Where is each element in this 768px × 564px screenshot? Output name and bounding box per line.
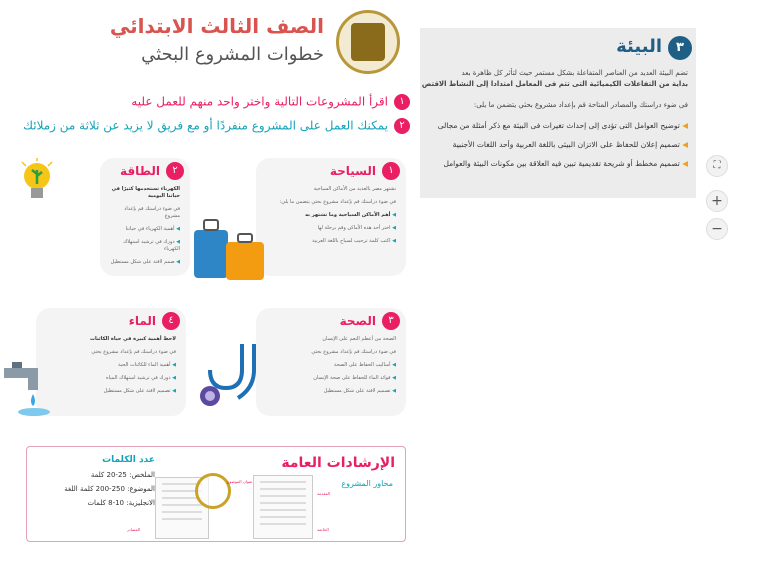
project-card-energy [100, 158, 190, 276]
card-number: ٤ [162, 312, 180, 330]
requirement-item: ◀ توضيح العوامل التى تؤدى إلى إحداث تغيرات فى البيئة مع ذكر أمثلة من مجالى [420, 121, 688, 130]
water-tap-icon [4, 360, 54, 416]
card-line: ◀ دورك في ترشيد استهلاك الكهرباء [110, 239, 180, 253]
lead-text: فى ضوء دراستك والمصادر المتاحة قم بإعداد مشروع بحثي يتضمن ما يلى: [473, 101, 688, 109]
card-title: السياحة [329, 164, 376, 178]
environment-panel [420, 28, 696, 198]
intro-line: بداية من التفاعلات الكيميائية التى تتم فى المعامل امتدادا إلى النشاط الاقتص [421, 80, 688, 88]
zoom-in-button[interactable]: + [706, 190, 728, 212]
paper-label: عنوان الموضوع [227, 479, 253, 484]
sample-paper-b [253, 475, 313, 539]
zoom-out-button[interactable]: − [706, 218, 728, 240]
project-card-tourism [256, 158, 406, 276]
card-line: في ضوء دراستك قم بإعداد مشروع بحثي يتضمن ما يلي: [279, 199, 396, 205]
card-line: في ضوء دراستك قم بإعداد مشروع بحثي [91, 349, 176, 355]
luggage-icon [190, 216, 270, 284]
project-card-water [36, 308, 186, 416]
step-2 [23, 118, 410, 134]
card-line: ◀ اكتب كلمة ترحيب لسياح باللغة العربية [266, 238, 396, 245]
card-line: ◀ أهمية الماء للكائنات الحية [46, 362, 176, 369]
paper-label: الخاتمة [317, 527, 329, 532]
page-subtitle: خطوات المشروع البحثي [141, 44, 324, 65]
card-title: الصحة [339, 314, 376, 328]
project-axes-label: محاور المشروع [341, 479, 393, 488]
step-2-number: ٢ [394, 118, 410, 134]
step-1 [131, 94, 410, 110]
card-line: ◀ أهمية الكهرباء في حياتنا [110, 226, 180, 233]
lightbulb-icon [18, 158, 56, 206]
card-line: ◀ فوائد الماء للحفاظ على صحة الإنسان [266, 375, 396, 382]
requirement-item: ◀ تصميم إعلان للحفاظ على الاتزان البيئى باللغة العربية وأحد اللغات الأجنبية [420, 140, 688, 149]
card-line: ◀ تصميم لافتة على شكل مستطيل [46, 388, 176, 395]
panel-body [420, 68, 688, 168]
paper-label: المقدمة [317, 491, 331, 496]
step-2-text: يمكنك العمل على المشروع منفردًا أو مع فريق لا يزيد عن ثلاثة من زملائك [23, 118, 388, 133]
panel-title: البيئة [616, 36, 662, 57]
card-line: تشتهر مصر بالعديد من الأماكن السياحية [313, 186, 396, 192]
intro-line: تضم البيئة العديد من العناصر المتفاعلة بشكل مستمر حيث لتأثر كل ظاهرة بعد [461, 69, 688, 77]
requirement-item: ◀ تصميم مخطط أو شريحة تقديمية تبين فيه العلاقة بين مكونات البيئة والعوامل [420, 159, 688, 168]
fit-to-screen-button[interactable]: ⛶ [706, 155, 728, 177]
general-guidelines-box [26, 446, 406, 542]
card-line: ◀ اختر أحد هذه الأماكن وقم برحلة لها [266, 225, 396, 232]
card-number: ٢ [166, 162, 184, 180]
card-line: ◀ أساليب الحفاظ على الصحة [266, 362, 396, 369]
grade-title: الصف الثالث الابتدائي [109, 14, 324, 38]
card-line: ◀ صمم لافتة على شكل مستطيل [110, 259, 180, 266]
word-count-box [35, 455, 155, 535]
card-line: الكهرباء تستخدمها كثيرًا في حياتنا اليومية [111, 186, 180, 199]
card-title: الماء [128, 314, 156, 328]
card-line: لاحظ أهمية كبيرة في حياة الكائنات [89, 336, 176, 342]
guidelines-title: الإرشادات العامة [281, 455, 395, 471]
magnifier-icon [195, 473, 231, 509]
stethoscope-icon [198, 340, 268, 410]
project-card-health [256, 308, 406, 416]
card-line: في ضوء دراستك قم بإعداد مشروع [124, 206, 180, 219]
panel-number: ٣ [668, 36, 692, 60]
card-line: في ضوء دراستك قم بإعداد مشروع بحثي [311, 349, 396, 355]
card-line: ◀ تصميم لافتة على شكل مستطيل [266, 388, 396, 395]
card-line: الصحة من أعظم النعم على الإنسان [322, 336, 396, 342]
card-title: الطاقة [120, 164, 160, 178]
ministry-seal-logo [336, 10, 400, 74]
card-line: ◀ أهم الأماكن السياحية وما تشتهر به [266, 212, 396, 219]
word-count-title: عدد الكلمات [102, 455, 155, 465]
step-1-number: ١ [394, 94, 410, 110]
paper-label: المصادر [127, 527, 141, 532]
word-count-line: الملخص: 25-20 كلمة [90, 471, 155, 479]
step-1-text: اقرأ المشروعات التالية واختر واحد منهم للعمل عليه [131, 94, 388, 109]
card-line: ◀ دورك في ترشيد استهلاك المياه [46, 375, 176, 382]
card-number: ٣ [382, 312, 400, 330]
word-count-line: الموضوع: 250-200 كلمة اللغة [64, 485, 155, 493]
word-count-line: الانجليزية: 10-8 كلمات [87, 499, 155, 507]
card-number: ١ [382, 162, 400, 180]
